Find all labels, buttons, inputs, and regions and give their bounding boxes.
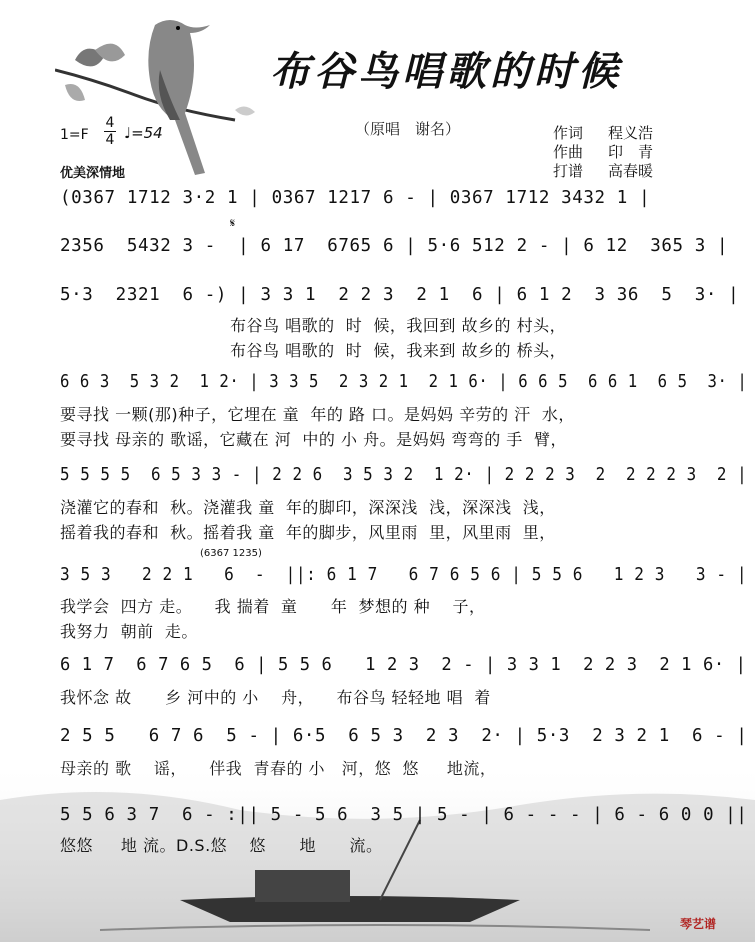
credit-role-transcribe: 打谱 [553, 162, 584, 180]
time-signature-bottom: 4 [105, 132, 115, 148]
notation-line-5: 5 5 5 5 6 5 3 3 - | 2 2 6 3 5 3 2 1 2· | 2 2 2 3 2 2 2 2 3 2 | [60, 465, 748, 485]
lyric-line-5b: 摇着我的春和 秋。摇着我 童 年的脚步，风里雨 里，风里雨 里， [60, 523, 556, 542]
tempo-marking: ♩=54 [124, 124, 163, 142]
notation-line-9: 5 5 6 3 7 6 - :|| 5 - 5 6 3 5 | 5 - | 6 - - - | 6 - 6 0 0 || [60, 805, 748, 825]
song-title: 布谷鸟唱歌的时候 [270, 48, 622, 95]
lyric-line-5a: 浇灌它的春和 秋。浇灌我 童 年的脚印，深深浅 浅，深深浅 浅， [60, 498, 556, 517]
time-signature-top: 4 [105, 115, 115, 131]
credit-role-music: 作曲 [553, 143, 584, 161]
notation-line-2: 2356 5432 3 - | 6 17 6765 6 | 5·6 512 2 - | 6 12 365 3 | [60, 236, 729, 256]
bird-illustration [55, 10, 265, 175]
singer-note: （原唱 谢名） [355, 120, 461, 138]
credit-name-lyrics: 程义浩 [608, 124, 654, 142]
lyric-line-7: 我怀念 故 乡 河中的 小 舟， 布谷鸟 轻轻地 唱 着 [60, 688, 491, 707]
notation-line-1: (0367 1712 3·2 1 | 0367 1217 6 - | 0367 1712 3432 1 | [60, 188, 651, 208]
notation-line-6: 3 5 3 2 2 1 6 - ||: 6 1 7 6 7 6 5 6 | 5 5 6 1 2 3 3 - | [60, 565, 748, 585]
credit-name-music: 印 青 [608, 143, 654, 161]
notation-line-8: 2 5 5 6 7 6 5 - | 6·5 6 5 3 2 3 2· | 5·3 2 3 2 1 6 - | [60, 726, 748, 746]
site-logo: 琴艺谱 [680, 917, 717, 931]
credit-name-transcribe: 高春暖 [608, 162, 654, 180]
lyric-line-3a: 布谷鸟 唱歌的 时 候，我回到 故乡的 村头， [230, 316, 567, 335]
notation-line-3: 5·3 2321 6 -) | 3 3 1 2 2 3 2 1 6 | 6 1 2 3 36 5 3· | [60, 285, 740, 305]
lyric-line-6b: 我努力 朝前 走。 [60, 622, 198, 641]
lyric-line-9: 悠悠 地 流。D.S.悠 悠 地 流。 [60, 836, 383, 855]
notation-line-7: 6 1 7 6 7 6 5 6 | 5 5 6 1 2 3 2 - | 3 3 1 2 2 3 2 1 6· | [60, 655, 747, 675]
lyric-line-3b: 布谷鸟 唱歌的 时 候，我来到 故乡的 桥头， [230, 341, 567, 360]
lyric-line-6a: 我学会 四方 走。 我 揣着 童 年 梦想的 种 子， [60, 597, 486, 616]
lyric-line-4a: 要寻找 一颗(那)种子，它埋在 童 年的 路 口。是妈妈 辛劳的 汗 水， [60, 405, 575, 424]
credit-role-lyrics: 作词 [553, 124, 584, 142]
notation-line-4: 6 6 3 5 3 2 1 2· | 3 3 5 2 3 2 1 2 1 6· | 6 6 5 6 6 1 6 5 3· | [60, 372, 748, 392]
lyric-line-4b: 要寻找 母亲的 歌谣，它藏在 河 中的 小 舟。是妈妈 弯弯的 手 臂， [60, 430, 567, 449]
time-signature [104, 115, 116, 148]
mood-marking: 优美深情地 [60, 166, 126, 181]
segno-sign: 𝄋 [230, 216, 236, 230]
grace-notes: (6367 1235) [200, 548, 262, 559]
key-signature: 1=F [60, 127, 89, 143]
